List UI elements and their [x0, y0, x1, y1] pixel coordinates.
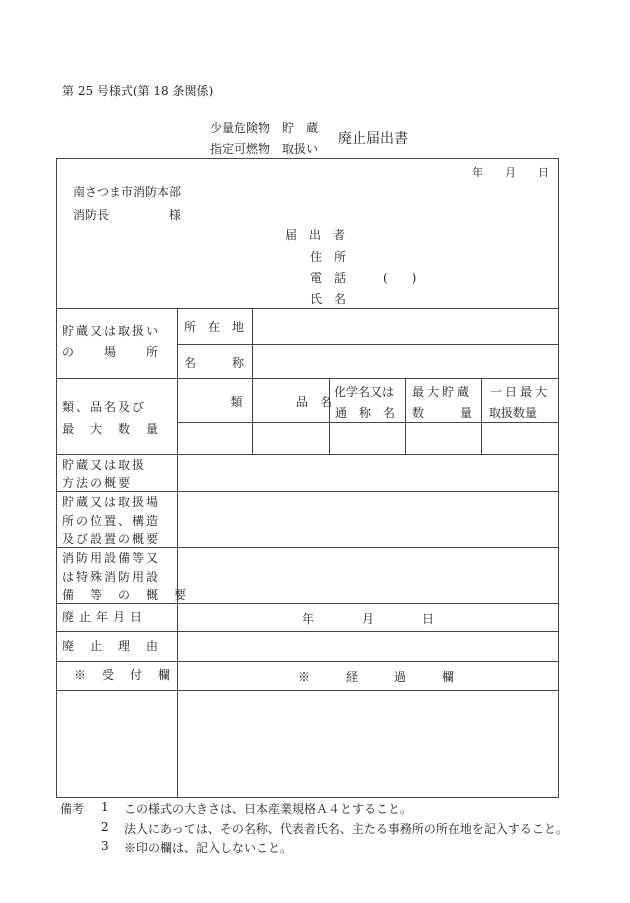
structure-label-3: 及び設置の概要 — [62, 532, 161, 546]
note-3-text: ※印の欄は、記入しないこと。 — [124, 841, 293, 855]
method-label-1: 貯蔵又は取扱 — [62, 458, 147, 472]
kinds-col-item: 品 名 — [295, 395, 332, 409]
kinds-col-max-2: 数 量 — [412, 406, 473, 420]
progress-label: ※ 経 過 欄 — [298, 670, 455, 684]
applicant-label: 届 出 者 — [285, 228, 346, 242]
applicant-name-label: 氏 名 — [310, 292, 347, 306]
reason-label: 廃 止 理 由 — [62, 639, 161, 653]
kinds-label-1: 類、品名及び — [62, 400, 147, 414]
note-1-text: この様式の大きさは、日本産業規格Ａ４とすること。 — [124, 802, 413, 816]
location-name-label: 名 称 — [184, 356, 245, 370]
applicant-phone-paren: ( ) — [383, 271, 417, 285]
note-2-text: 法人にあっては、その名称、代表者氏名、主たる事務所の所在地を記入すること。 — [124, 822, 568, 836]
structure-label-2: 所の位置、構造 — [62, 514, 161, 528]
notes-heading: 備考 — [60, 802, 85, 816]
location-label-2: の 場 所 — [62, 345, 161, 359]
note-1-num: 1 — [101, 800, 109, 814]
note-3-num: 3 — [101, 839, 109, 853]
addressee-org: 南さつま市消防本部 — [73, 185, 182, 199]
title-line-2: 指定可燃物 取扱い — [210, 142, 319, 156]
kinds-col-chem-1: 化学名又は — [334, 385, 395, 399]
abolish-date-value: 年 月 日 — [302, 612, 435, 626]
addressee-chief: 消防長 様 — [73, 208, 182, 222]
applicant-address-label: 住 所 — [310, 250, 347, 264]
method-label-2: 方法の概要 — [62, 476, 133, 490]
abolish-date-label: 廃止年月日 — [62, 610, 148, 624]
date-line: 年 月 日 — [472, 166, 549, 179]
kinds-label-2: 最 大 数 量 — [62, 422, 161, 436]
equipment-label-3: 備 等 の 概 要 — [62, 588, 189, 602]
equipment-label-1: 消防用設備等又 — [62, 551, 161, 565]
note-2-num: 2 — [101, 820, 109, 834]
equipment-label-2: は特殊消防用設 — [62, 570, 161, 584]
reception-label: ※ 受 付 欄 — [74, 668, 173, 682]
location-label-1: 貯蔵又は取扱い — [62, 324, 161, 338]
kinds-col-daily-2: 取扱数量 — [489, 406, 538, 420]
kinds-col-chem-2: 通 称 名 — [335, 406, 396, 420]
form-title: 廃止届出書 — [338, 131, 408, 147]
structure-label-1: 貯蔵又は取扱場 — [62, 495, 161, 509]
form-number: 第 25 号様式(第 18 条関係) — [62, 84, 214, 98]
title-line-1: 少量危険物 貯 蔵 — [210, 121, 319, 135]
location-address-label: 所 在 地 — [184, 320, 245, 334]
kinds-col-max-1: 最大貯蔵 — [412, 385, 473, 399]
kinds-col-kind: 類 — [230, 395, 243, 409]
applicant-phone-label: 電 話 — [310, 271, 347, 285]
kinds-col-daily-1: 一日最大 — [490, 385, 551, 399]
